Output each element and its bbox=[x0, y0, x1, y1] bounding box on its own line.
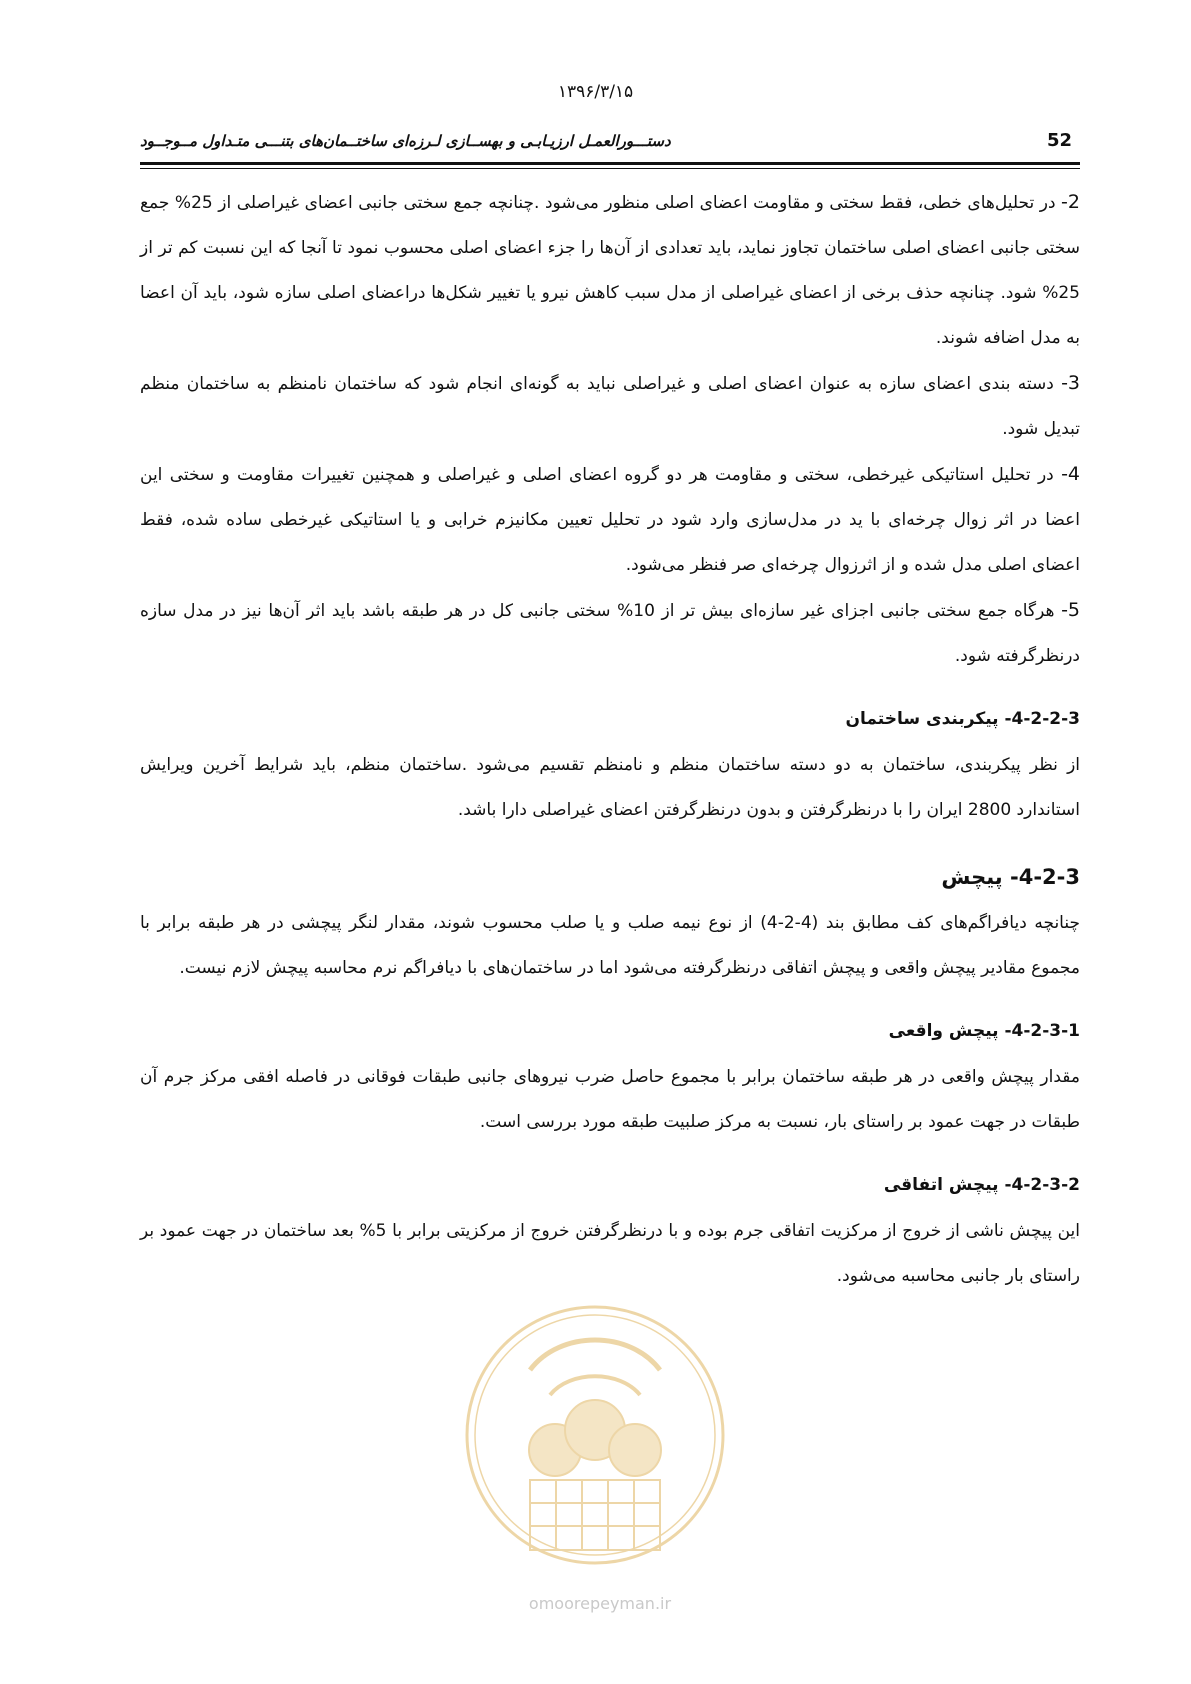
list-item bbox=[140, 180, 1080, 361]
section-heading bbox=[140, 1165, 1080, 1205]
list-item bbox=[140, 588, 1080, 679]
running-header bbox=[140, 128, 1080, 160]
header-title: دستـــورالعمـل ارزیـابـی و بهســازی لـرزه‌ای ساختــمان‌های بتنـــی متـداول مــوجــود bbox=[140, 132, 671, 150]
list-item-text: در تحلیل استاتیکی غیرخطی، سختی و مقاومت هر دو گروه اعضای اصلی و غیراصلی و همچنین تغییرات مقاومت و سختی این اعضا در اثر زوال چرخه‌ای با ید در مدل‌سازی وارد شود در تحلیل تعیین مکانیزم خرابی و یا استاتیکی غیرخطی ساده شده، فقط اعضای اصلی مدل شده و از اثرزوال چرخه‌ای صر فنظر می‌شود. bbox=[140, 465, 1080, 575]
section-title: پیچش bbox=[941, 865, 1003, 889]
list-item bbox=[140, 452, 1080, 588]
section-title: پیچش واقعی bbox=[888, 1021, 999, 1041]
section-number: 4-2-3- bbox=[1010, 865, 1080, 889]
list-item-number: 2- bbox=[1061, 191, 1080, 213]
section-paragraph: از نظر پیکربندی، ساختمان به دو دسته ساختمان منظم و نامنظم تقسیم می‌شود .ساختمان منظم، باید شرایط آخرین ویرایش استاندارد 2800 ایران را با درنظرگرفتن و بدون درنظرگرفتن اعضای غیراصلی دارا باشد. bbox=[140, 755, 1080, 820]
watermark-logo-icon bbox=[460, 1300, 730, 1570]
section-paragraph: این پیچش ناشی از خروج از مرکزیت اتفاقی جرم بوده و با درنظرگرفتن خروج از مرکزیتی برابر با 5% بعد ساختمان در جهت عمود بر راستای بار جانبی محاسبه می‌شود. bbox=[140, 1221, 1080, 1286]
list-item-text: در تحلیل‌های خطی، فقط سختی و مقاومت اعضای اصلی منظور می‌شود .چنانچه جمع سختی جانبی اعضای غیراصلی از 25% جمع سختی جانبی اعضای اصلی ساختمان تجاوز نماید، باید تعدادی از آن‌ها را جزء اعضای اصلی محسوب نمود تا آنجا که این نسبت کم تر از 25% شود. چنانچه حذف برخی از اعضای غیراصلی از مدل سبب کاهش نیرو یا تغییر شکل‌ها دراعضای اصلی سازه شود، باید آن اعضا به مدل اضافه شوند. bbox=[140, 193, 1080, 348]
section-paragraph: مقدار پیچش واقعی در هر طبقه ساختمان برابر با مجموع حاصل ضرب نیروهای جانبی طبقات فوقانی در فاصله افقی مرکز جرم آن طبقات در جهت عمود بر راستای بار، نسبت به مرکز صلبیت طبقه مورد بررسی است. bbox=[140, 1067, 1080, 1132]
section-heading bbox=[140, 699, 1080, 739]
section-number: 4-2-2-3- bbox=[1004, 709, 1080, 729]
section-paragraph: چنانچه دیافراگم‌های کف مطابق بند (4-2-4) از نوع نیمه صلب و یا صلب محسوب شوند، مقدار لنگر پیچشی در هر طبقه برابر با مجموع مقادیر پیچش واقعی و پیچش اتفاقی درنظرگرفته می‌شود اما در ساختمان‌های با دیافراگم نرم محاسبه پیچش لازم نیست. bbox=[140, 913, 1080, 978]
list-item-number: 3- bbox=[1061, 372, 1081, 394]
date-stamp: ۱۳۹۶/۳/۱۵ bbox=[557, 82, 634, 102]
section-number: 4-2-3-1- bbox=[1004, 1021, 1080, 1041]
section-number: 4-2-3-2- bbox=[1004, 1175, 1080, 1195]
list-item-number: 5- bbox=[1061, 599, 1081, 621]
section-title: پیکربندی ساختمان bbox=[845, 709, 999, 729]
header-rule-thin bbox=[140, 168, 1080, 169]
list-item-text: هرگاه جمع سختی جانبی اجزای غیر سازه‌ای بیش تر از 10% سختی جانبی کل در هر طبقه باشد باید اثر آن‌ها نیز در مدل سازه درنظرگرفته شود. bbox=[140, 601, 1080, 666]
list-item-text: دسته بندی اعضای سازه به عنوان اعضای اصلی و غیراصلی نباید به گونه‌ای انجام شود که ساختمان نامنظم به ساختمان منظم تبدیل شود. bbox=[140, 374, 1080, 439]
header-rule-thick bbox=[140, 162, 1080, 165]
page-number: 52 bbox=[1046, 130, 1072, 151]
list-item-number: 4- bbox=[1061, 463, 1081, 485]
section-heading bbox=[140, 857, 1080, 897]
section-title: پیچش اتفاقی bbox=[883, 1175, 999, 1195]
body-content bbox=[140, 180, 1080, 1299]
section-heading bbox=[140, 1011, 1080, 1051]
list-item bbox=[140, 361, 1080, 452]
watermark-url: omoorepeyman.ir bbox=[528, 1594, 672, 1613]
